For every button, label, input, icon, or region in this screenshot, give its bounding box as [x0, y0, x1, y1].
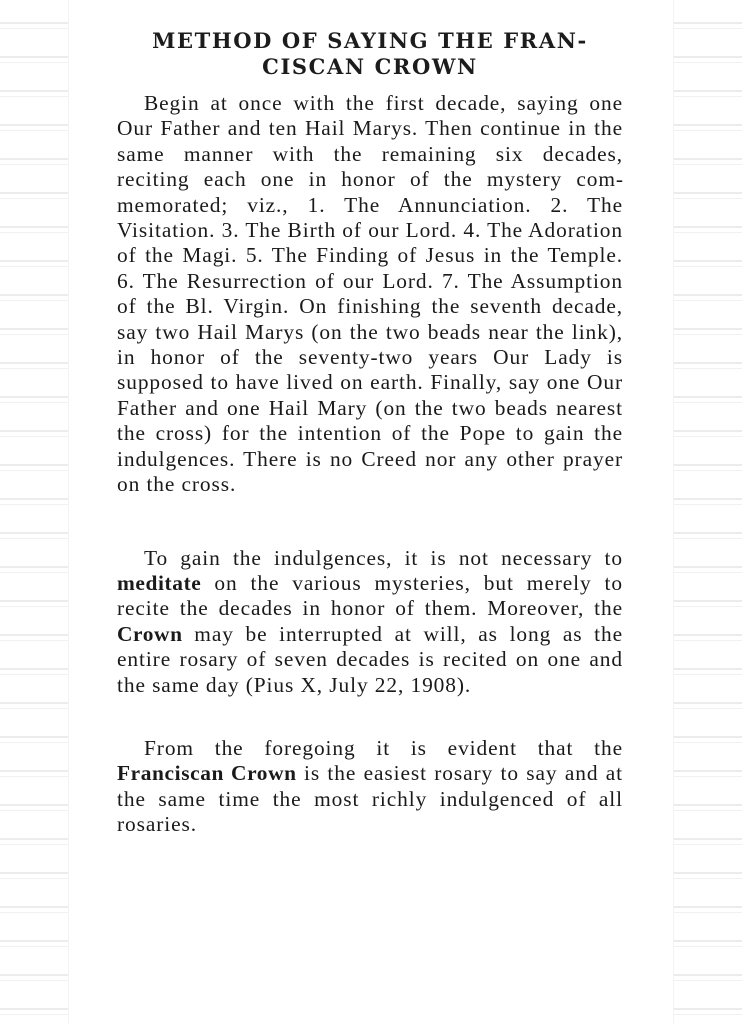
- left-margin-edge: [68, 0, 69, 1024]
- paragraph-conclusion: [117, 736, 623, 838]
- paragraph-indulgences-text-1: To gain the indulgences, it is not necessary to: [144, 545, 623, 570]
- paragraph-indulgences: [117, 546, 623, 698]
- paragraph-conclusion-text-2: is the easiest rosary to say and at the same time the most richly indulgenced of all rosaries.: [117, 761, 624, 837]
- left-margin-rules: [0, 0, 68, 1024]
- document-page: [117, 28, 623, 838]
- paragraph-conclusion-bold-franciscan-crown: Franciscan Crown: [117, 761, 297, 786]
- right-margin-edge: [673, 0, 674, 1024]
- document-title: [117, 28, 623, 80]
- paragraph-indulgences-text-3: may be interrupted at will, as long as the entire rosary of seven decades is recited on one and the same day (Pius X, July 22, 1908).: [117, 621, 623, 697]
- paragraph-conclusion-text-1: From the foregoing it is evident that the: [144, 735, 623, 760]
- right-margin-rules: [674, 0, 742, 1024]
- title-line-2: CISCAN CROWN: [262, 54, 478, 79]
- paragraph-indulgences-text-2: on the various mysteries, but merely to recite the decades in honor of them. Moreover, the: [117, 570, 623, 621]
- paragraph-indulgences-bold-meditate: meditate: [117, 570, 202, 595]
- paragraph-indulgences-bold-crown: Crown: [117, 621, 183, 646]
- title-line-1: METHOD OF SAYING THE FRAN-: [152, 28, 588, 53]
- paragraph-method: Begin at once with the first decade, saying one Our Father and ten Hail Marys. Then continue in the same manner with the remaining six decades, reciting each one in honor of the mystery commemorated; viz., 1. The Annunciation. 2. The Visitation. 3. The Birth of our Lord. 4. The Adoration of the Magi. 5. The Finding of Jesus in the Temple. 6. The Resurrection of our Lord. 7. The Assumption of the Bl. Virgin. On finishing the seventh decade, say two Hail Marys (on the two beads near the link), in honor of the seventy-two years Our Lady is supposed to have lived on earth. Finally, say one Our Father and one Hail Mary (on the two beads nearest the cross) for the intention of the Pope to gain the indulgences. There is no Creed nor any other prayer on the cross.: [117, 91, 623, 497]
